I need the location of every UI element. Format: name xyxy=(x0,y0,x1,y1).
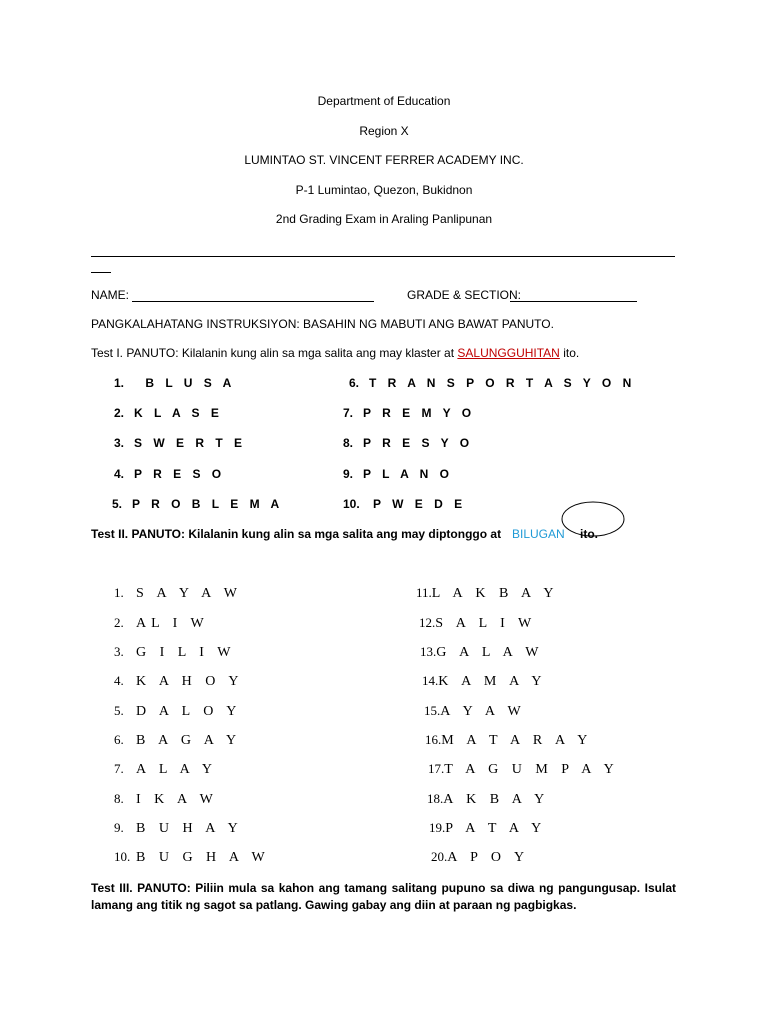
item-number: 2. xyxy=(114,406,125,420)
item-word: T A G U M P A Y xyxy=(444,762,619,777)
item-number: 17. xyxy=(428,761,445,776)
test2-item-3 xyxy=(114,644,235,661)
test2-item-6 xyxy=(114,732,241,749)
item-word: P L A N O xyxy=(363,467,454,481)
item-number: 18. xyxy=(427,791,444,806)
item-word: I K A W xyxy=(136,792,218,807)
grade-section-field[interactable] xyxy=(510,301,637,302)
item-number: 19. xyxy=(429,820,446,835)
test2-instruction-suffix: ito. xyxy=(580,527,598,541)
test1-item-3 xyxy=(114,436,246,450)
item-word: S A Y A W xyxy=(136,586,242,601)
item-number: 4. xyxy=(114,673,124,688)
item-number: 13. xyxy=(420,644,437,659)
test2-item-16 xyxy=(425,732,592,749)
item-word: P R E M Y O xyxy=(363,406,476,420)
item-word: S A L I W xyxy=(435,616,537,631)
item-word: M A T A R A Y xyxy=(441,733,593,748)
item-word: A L A Y xyxy=(136,762,218,777)
test1-instruction-prefix: Test I. PANUTO: Kilalanin kung alin sa mga salita ang may klaster at xyxy=(91,346,458,360)
item-number: 14. xyxy=(422,673,439,688)
test1-item-6 xyxy=(349,376,635,390)
item-word: B L U S A xyxy=(145,376,236,390)
item-number: 9. xyxy=(114,820,124,835)
name-label: NAME: xyxy=(91,288,130,302)
test2-item-10 xyxy=(114,849,270,866)
item-word: K A H O Y xyxy=(136,674,244,689)
item-number: 5. xyxy=(112,497,123,511)
test2-item-1 xyxy=(114,585,242,602)
divider-line xyxy=(91,256,675,257)
test1-instruction-keyword: SALUNGGUHITAN xyxy=(457,346,560,360)
test1-item-9 xyxy=(343,467,453,481)
item-number: 3. xyxy=(114,436,125,450)
divider-line-tail xyxy=(91,272,111,273)
item-number: 8. xyxy=(114,791,124,806)
item-word: P R E S O xyxy=(134,467,226,481)
item-number: 11. xyxy=(416,585,432,600)
test1-item-10 xyxy=(343,497,466,511)
item-word: AL I W xyxy=(136,616,209,631)
test2-item-15 xyxy=(424,703,526,720)
test2-item-8 xyxy=(114,791,218,808)
item-number: 2. xyxy=(114,615,124,630)
test1-instruction xyxy=(91,346,579,360)
item-number: 7. xyxy=(114,761,124,776)
test2-item-9 xyxy=(114,820,243,837)
test1-item-2 xyxy=(114,406,223,420)
test2-item-14 xyxy=(422,673,547,690)
test1-item-1 xyxy=(114,376,235,390)
item-number: 3. xyxy=(114,644,124,659)
item-word: T R A N S P O R T A S Y O N xyxy=(369,376,636,390)
test2-item-17 xyxy=(428,761,619,778)
item-word: A Y A W xyxy=(440,704,526,719)
item-word: P A T A Y xyxy=(445,821,547,836)
header-address: P-1 Lumintao, Quezon, Bukidnon xyxy=(295,183,473,197)
general-instruction: PANGKALAHATANG INSTRUKSIYON: BASAHIN NG MABUTI ANG BAWAT PANUTO. xyxy=(91,317,554,331)
item-word: L A K B A Y xyxy=(431,586,559,601)
test2-item-13 xyxy=(420,644,543,661)
item-word: P R O B L E M A xyxy=(132,497,284,511)
test1-item-4 xyxy=(114,467,225,481)
test2-item-18 xyxy=(427,791,549,808)
item-number: 9. xyxy=(343,467,354,481)
item-number: 12. xyxy=(419,615,436,630)
item-word: A P O Y xyxy=(447,850,530,865)
test2-item-19 xyxy=(429,820,546,837)
test2-item-11 xyxy=(416,585,558,602)
test3-instruction: Test III. PANUTO: Piliin mula sa kahon ang tamang salitang pupuno sa diwa ng pangungusap. Isulat lamang ang titik ng sagot sa patlang. Gawing gabay ang diin at paraan ng pagbigkas. xyxy=(91,881,676,912)
item-word: B U G H A W xyxy=(136,850,270,865)
item-number: 7. xyxy=(343,406,354,420)
item-number: 10. xyxy=(343,497,360,511)
test1-item-5 xyxy=(112,497,283,511)
test2-instruction-prefix: Test II. PANUTO: Kilalanin kung alin sa mga salita ang may diptonggo at xyxy=(91,527,502,541)
test1-instruction-suffix: ito. xyxy=(559,346,580,360)
test2-item-12 xyxy=(419,615,536,632)
item-number: 6. xyxy=(349,376,360,390)
item-word: K A M A Y xyxy=(438,674,547,689)
item-number: 5. xyxy=(114,703,124,718)
item-word: A K B A Y xyxy=(443,792,550,807)
name-field[interactable] xyxy=(132,301,374,302)
test2-item-20 xyxy=(431,849,529,866)
header-region: Region X xyxy=(359,124,409,138)
test2-instruction-keyword: BILUGAN xyxy=(512,527,565,541)
item-number: 4. xyxy=(114,467,125,481)
item-number: 15. xyxy=(424,703,441,718)
test2-item-5 xyxy=(114,703,241,720)
item-number: 8. xyxy=(343,436,354,450)
item-number: 20. xyxy=(431,849,448,864)
circle-example-icon xyxy=(560,499,628,539)
item-word: B U H A Y xyxy=(136,821,243,836)
item-word: B A G A Y xyxy=(136,733,242,748)
header-exam-title: 2nd Grading Exam in Araling Panlipunan xyxy=(275,212,493,226)
item-number: 1. xyxy=(114,376,125,390)
item-number: 1. xyxy=(114,585,124,600)
item-word: P W E D E xyxy=(373,497,467,511)
item-word: D A L O Y xyxy=(136,704,242,719)
test2-item-7 xyxy=(114,761,217,778)
item-number: 6. xyxy=(114,732,124,747)
test1-item-8 xyxy=(343,436,473,450)
test2-item-2 xyxy=(114,615,209,632)
item-word: G A L A W xyxy=(436,645,544,660)
item-word: K L A S E xyxy=(134,406,223,420)
item-number: 16. xyxy=(425,732,442,747)
header-school: LUMINTAO ST. VINCENT FERRER ACADEMY INC. xyxy=(244,153,524,167)
item-word: S W E R T E xyxy=(134,436,247,450)
item-number: 10. xyxy=(114,849,131,864)
test2-item-4 xyxy=(114,673,244,690)
item-word: P R E S Y O xyxy=(363,436,474,450)
grade-section-label: GRADE & SECTION: xyxy=(407,288,522,302)
header-department: Department of Education xyxy=(317,94,451,108)
item-word: G I L I W xyxy=(136,645,236,660)
test1-item-7 xyxy=(343,406,475,420)
